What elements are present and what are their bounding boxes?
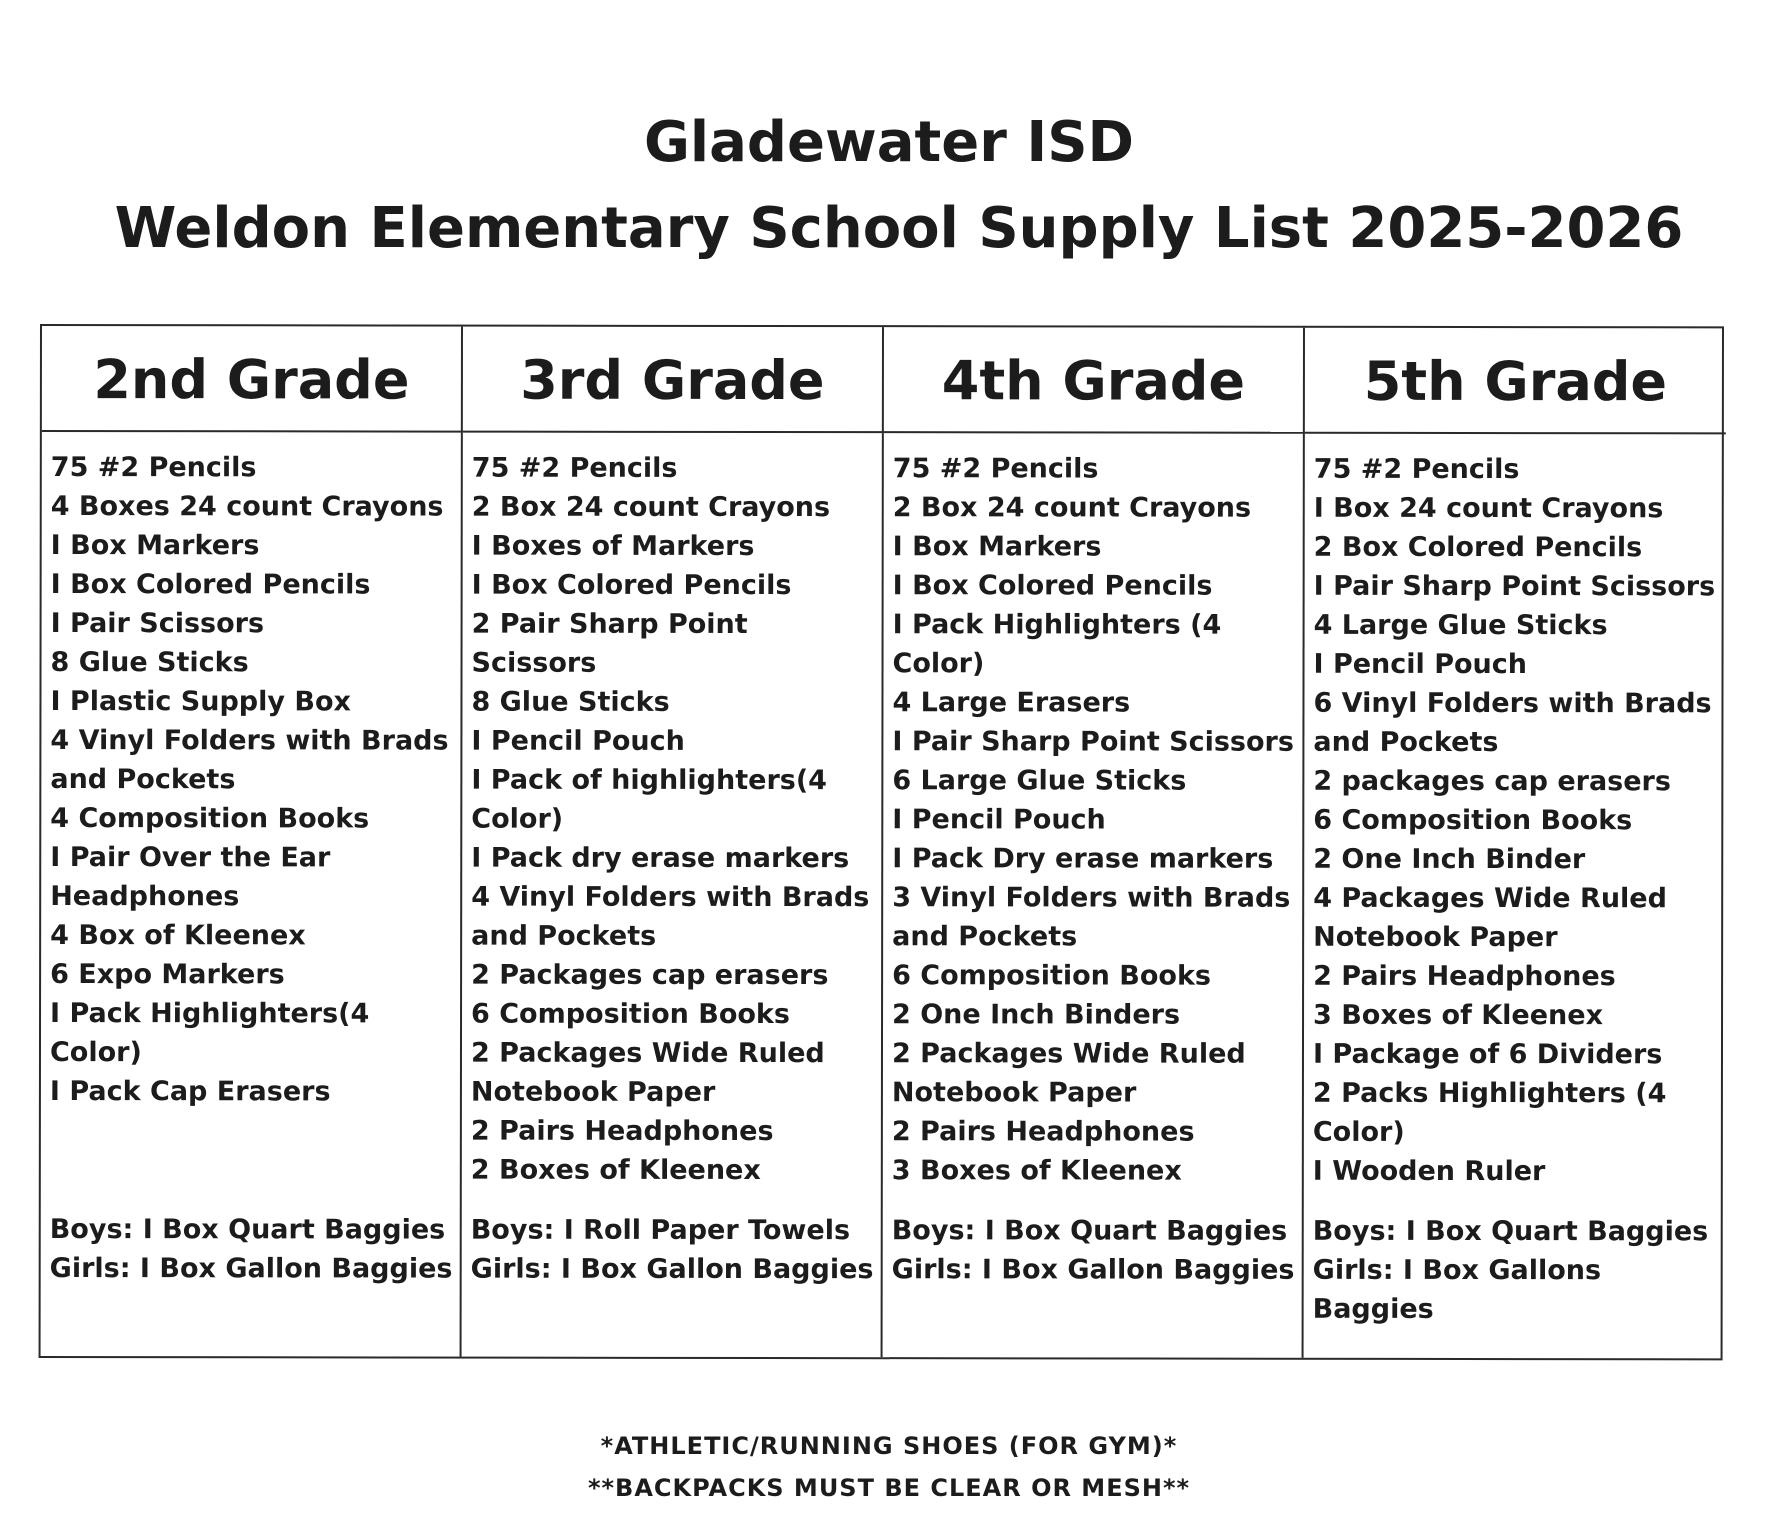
supply-item: 2 Boxes of Kleenex <box>470 1154 761 1187</box>
supply-item: I Pencil Pouch <box>471 725 685 757</box>
grade-4-baggies <box>892 1211 1296 1290</box>
grade-2-list <box>41 432 463 1357</box>
supply-item: I Wooden Ruler <box>1312 1155 1546 1188</box>
grade-4-header: 4th Grade <box>884 327 1305 434</box>
supply-item: 4 Large Erasers <box>892 687 1131 719</box>
supply-item: I Box 24 count Crayons <box>1313 492 1664 525</box>
supply-item: 8 Glue Sticks <box>471 686 670 718</box>
grade-2-boys-note: Boys: I Box Quart Baggies <box>49 1214 446 1246</box>
supply-item: 6 Composition Books <box>471 998 790 1031</box>
grade-5-items <box>1313 450 1718 1192</box>
grade-4-girls-note: Girls: I Box Gallon Baggies <box>891 1254 1295 1286</box>
supply-item: I Boxes of Markers <box>471 530 755 562</box>
grade-3-baggies <box>471 1211 875 1290</box>
grade-4-items <box>892 449 1295 1191</box>
grade-5-header: 5th Grade <box>1305 328 1726 435</box>
supply-item: 2 Box Colored Pencils <box>1313 531 1643 564</box>
grade-3-boys-note: Boys: I Roll Paper Towels <box>470 1214 851 1247</box>
supply-item: 75 #2 Pencils <box>471 452 678 484</box>
shoes-note: *ATHLETIC/RUNNING SHOES (FOR GYM)* <box>600 1432 1178 1460</box>
supply-item: 2 Packs Highlighters (4 Color) <box>1312 1077 1667 1148</box>
supply-item: 2 One Inch Binder <box>1313 843 1586 876</box>
grade-5-list <box>1304 434 1726 1359</box>
supply-item: 2 Pairs Headphones <box>1313 960 1616 993</box>
supply-item: 4 Large Glue Sticks <box>1313 609 1608 642</box>
supply-item: 4 Vinyl Folders with Brads and Pockets <box>50 725 449 796</box>
supply-item: 3 Boxes of Kleenex <box>891 1155 1182 1187</box>
supply-item: 6 Vinyl Folders with Brads and Pockets <box>1313 687 1712 759</box>
supply-item: 2 One Inch Binders <box>892 999 1181 1031</box>
page-title: Weldon Elementary School Supply List 2025-2026 <box>114 196 1684 261</box>
supply-item: 2 Packages cap erasers <box>471 959 829 992</box>
supply-item: I Pair Sharp Point Scissors <box>892 726 1294 758</box>
supply-table <box>39 324 1724 1360</box>
grade-2-items <box>50 448 453 1112</box>
supply-item: I Box Colored Pencils <box>471 569 792 602</box>
supply-item: I Pair Sharp Point Scissors <box>1313 570 1716 603</box>
grade-2-header: 2nd Grade <box>42 326 463 433</box>
supply-item: I Box Colored Pencils <box>50 569 371 601</box>
supply-item: I Plastic Supply Box <box>50 686 351 718</box>
supply-item: 2 Packages Wide Ruled Notebook Paper <box>891 1038 1246 1109</box>
backpacks-note: **BACKPACKS MUST BE CLEAR OR MESH** <box>587 1474 1191 1502</box>
grade-3-girls-note: Girls: I Box Gallon Baggies <box>470 1253 874 1286</box>
supply-item: 4 Vinyl Folders with Brads and Pockets <box>471 881 870 952</box>
supply-item: I Pack Highlighters(4 Color) <box>49 998 370 1069</box>
grade-3-header: 3rd Grade <box>463 327 884 434</box>
grade-5-girls-note: Girls: I Box Gallons Baggies <box>1312 1254 1602 1325</box>
supply-item: I Pack of highlighters(4 Color) <box>471 764 827 835</box>
supply-item: I Pack dry erase markers <box>471 842 850 875</box>
supply-item: 4 Composition Books <box>50 803 370 835</box>
supply-item: 2 Packages Wide Ruled Notebook Paper <box>470 1037 825 1108</box>
grade-4-boys-note: Boys: I Box Quart Baggies <box>891 1215 1288 1247</box>
supply-item: 3 Vinyl Folders with Brads and Pockets <box>892 882 1291 953</box>
supply-item: I Pack Dry erase markers <box>892 843 1274 875</box>
supply-item: 2 Pairs Headphones <box>470 1115 774 1148</box>
supply-item: I Pack Highlighters (4 Color) <box>892 609 1222 680</box>
supply-item: 75 #2 Pencils <box>1313 453 1520 486</box>
supply-item: 2 Pairs Headphones <box>891 1116 1195 1148</box>
grade-5-boys-note: Boys: I Box Quart Baggies <box>1312 1215 1709 1248</box>
supply-item: 2 Pair Sharp Point Scissors <box>471 608 748 679</box>
supply-item: I Box Markers <box>892 531 1102 563</box>
supply-item: 4 Boxes 24 count Crayons <box>50 491 444 523</box>
supply-item: I Package of 6 Dividers <box>1312 1038 1663 1071</box>
grade-2-baggies <box>50 1210 454 1289</box>
supply-item: I Pair Over the Ear Headphones <box>50 842 331 913</box>
supply-item: 75 #2 Pencils <box>892 453 1099 485</box>
supply-item: 6 Expo Markers <box>50 959 285 991</box>
grade-4-list <box>883 433 1305 1358</box>
district-title: Gladewater ISD <box>643 110 1135 175</box>
grade-3-list <box>462 433 884 1358</box>
supply-item: 2 packages cap erasers <box>1313 765 1671 798</box>
supply-item: 3 Boxes of Kleenex <box>1313 999 1604 1032</box>
grade-3-items <box>471 449 874 1191</box>
supply-item: 2 Box 24 count Crayons <box>892 492 1252 524</box>
supply-item: I Pencil Pouch <box>1313 648 1528 681</box>
supply-item: 8 Glue Sticks <box>50 647 249 679</box>
supply-item: 4 Packages Wide Ruled Notebook Paper <box>1313 882 1667 954</box>
supply-item: I Box Markers <box>50 530 260 562</box>
supply-item: 4 Box of Kleenex <box>50 920 306 952</box>
supply-item: I Pack Cap Erasers <box>49 1076 331 1108</box>
grade-5-baggies <box>1313 1212 1719 1330</box>
supply-item: 2 Box 24 count Crayons <box>471 491 831 524</box>
supply-item: 75 #2 Pencils <box>50 452 257 484</box>
supply-item: I Box Colored Pencils <box>892 570 1213 602</box>
grade-2-girls-note: Girls: I Box Gallon Baggies <box>49 1253 453 1285</box>
supply-item: 6 Large Glue Sticks <box>892 765 1187 797</box>
supply-item: 6 Composition Books <box>892 960 1212 992</box>
supply-item: 6 Composition Books <box>1313 804 1633 837</box>
supply-item: I Pencil Pouch <box>892 804 1106 836</box>
supply-item: I Pair Scissors <box>50 608 265 640</box>
